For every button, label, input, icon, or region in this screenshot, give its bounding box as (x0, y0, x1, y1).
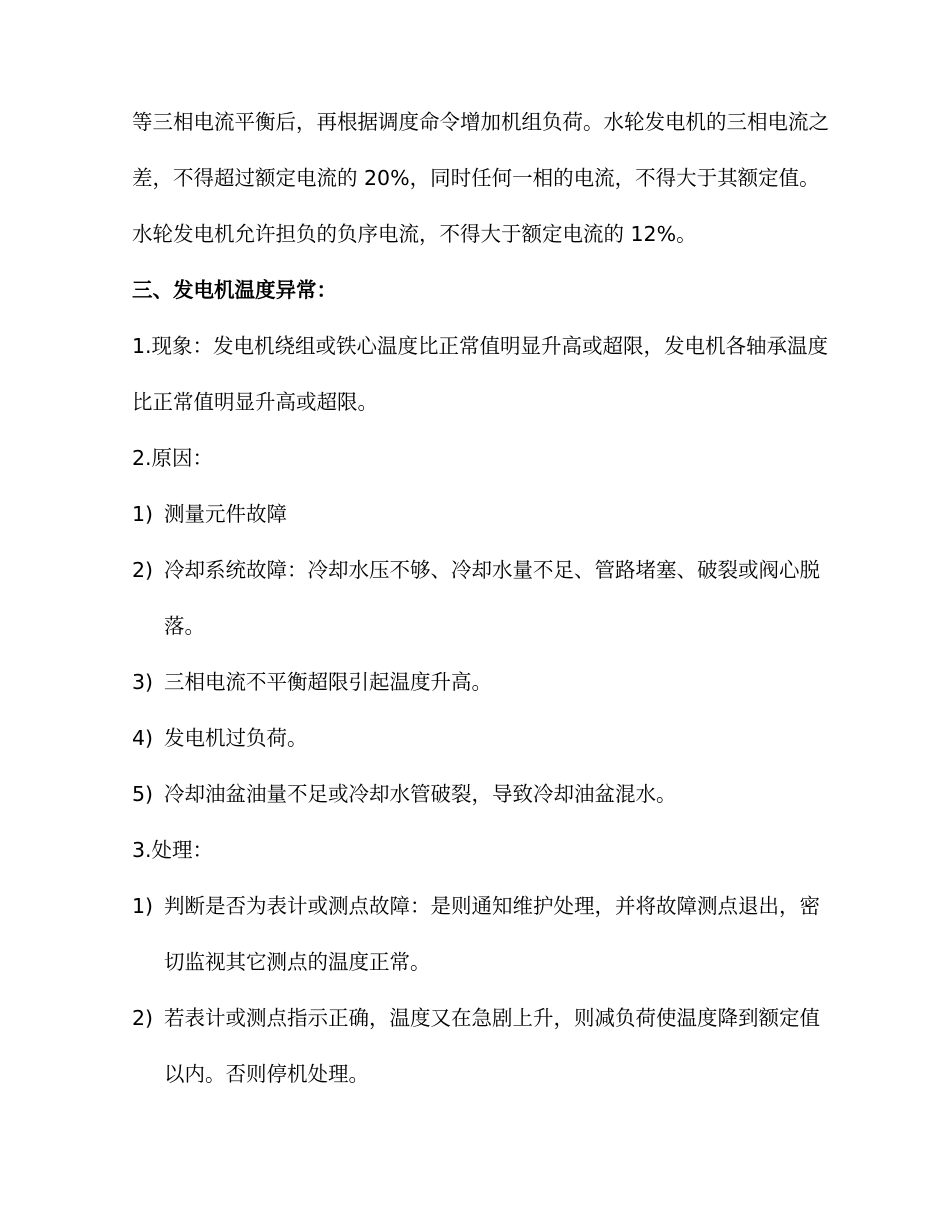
list-item: 测量元件故障 (164, 502, 287, 526)
list-item: 三相电流不平衡超限引起温度升高。 (164, 670, 492, 694)
list-number: 3) (132, 670, 154, 694)
handling-heading: 3.处理： (132, 838, 214, 862)
list-number: 4) (132, 726, 154, 750)
list-item: 判断是否为表计或测点故障：是则通知维护处理，并将故障测点退出，密 (164, 894, 820, 918)
list-number: 2) (132, 1006, 154, 1030)
list-item-continuation: 以内。否则停机处理。 (164, 1062, 369, 1086)
section-heading: 三、发电机温度异常： (132, 278, 337, 302)
list-item: 冷却系统故障：冷却水压不够、冷却水量不足、管路堵塞、破裂或阀心脱 (164, 558, 820, 582)
list-number: 5) (132, 782, 154, 806)
list-item-continuation: 切监视其它测点的温度正常。 (164, 950, 431, 974)
list-number: 1) (132, 502, 154, 526)
paragraph-line: 水轮发电机允许担负的负序电流，不得大于额定电流的 12%。 (132, 222, 697, 246)
list-item: 若表计或测点指示正确，温度又在急剧上升，则减负荷使温度降到额定值 (164, 1006, 820, 1030)
phenomenon-line: 1.现象：发电机绕组或铁心温度比正常值明显升高或超限，发电机各轴承温度 (132, 334, 829, 358)
list-item: 发电机过负荷。 (164, 726, 308, 750)
list-item: 冷却油盆油量不足或冷却水管破裂，导致冷却油盆混水。 (164, 782, 677, 806)
list-number: 2) (132, 558, 154, 582)
causes-heading: 2.原因： (132, 446, 214, 470)
phenomenon-line: 比正常值明显升高或超限。 (132, 390, 378, 414)
paragraph-line: 等三相电流平衡后，再根据调度命令增加机组负荷。水轮发电机的三相电流之 (132, 110, 829, 134)
list-item-continuation: 落。 (164, 614, 205, 638)
list-number: 1) (132, 894, 154, 918)
paragraph-line: 差，不得超过额定电流的 20%，同时任何一相的电流，不得大于其额定值。 (132, 166, 820, 190)
